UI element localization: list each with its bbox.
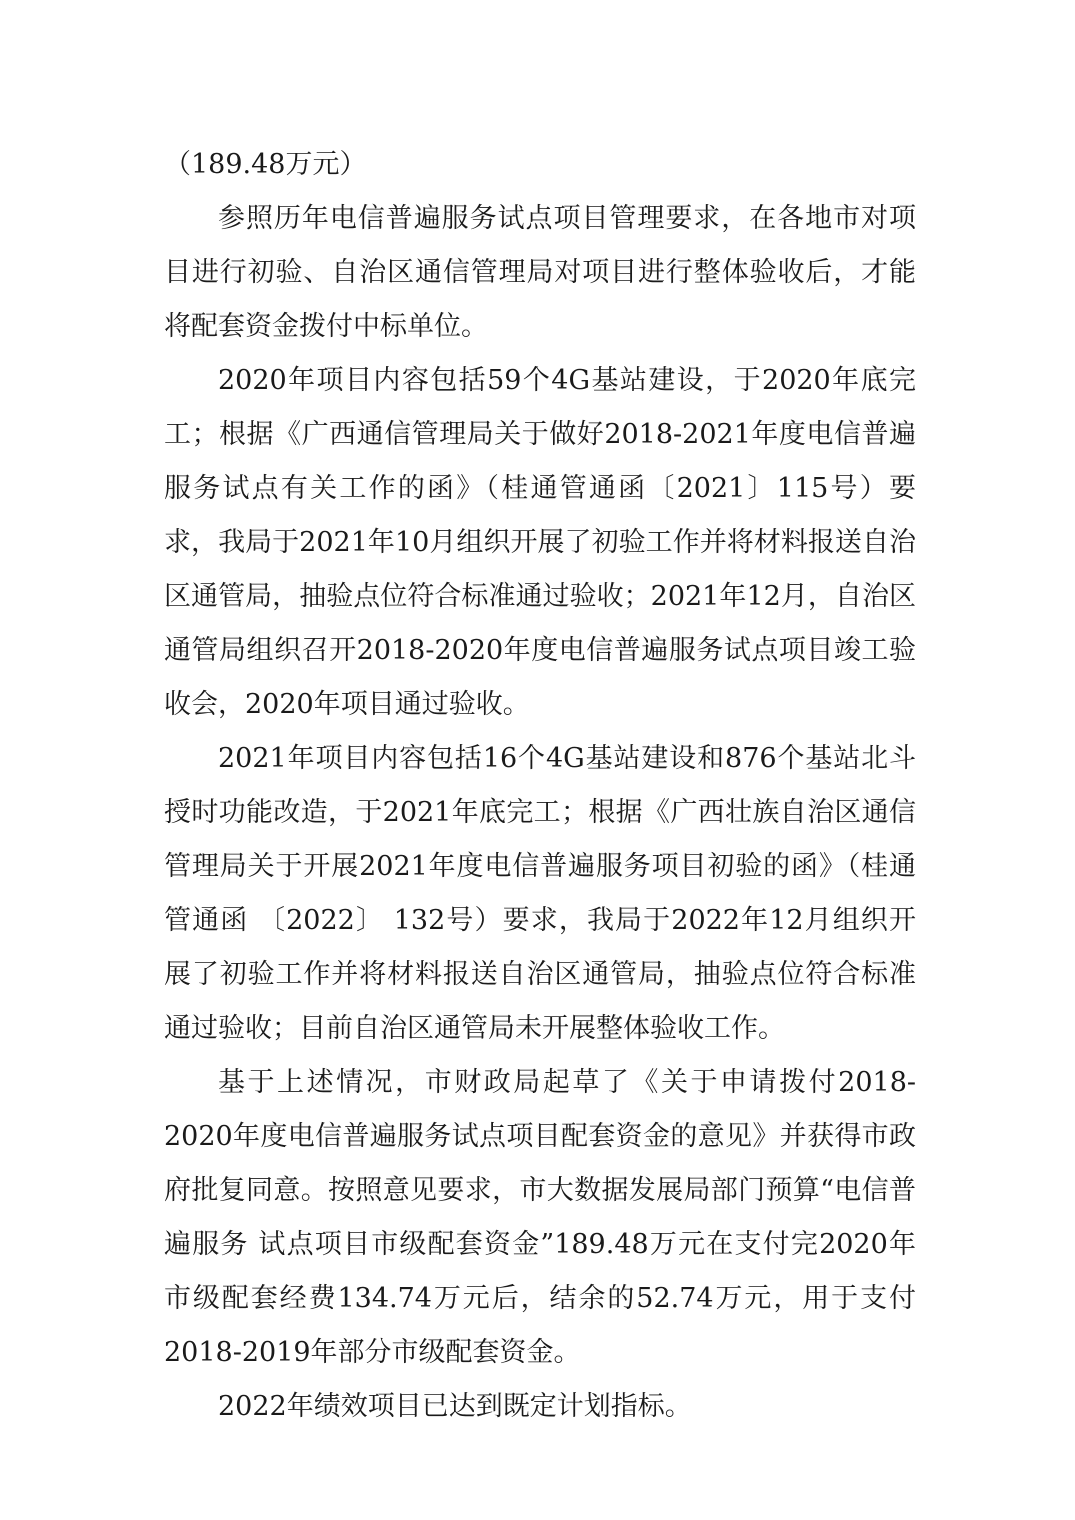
paragraph-2021-project: 2021年项目内容包括16个4G基站建设和876个基站北斗授时功能改造，于2021年底完工；根据《广西壮族自治区通信管理局关于开展2021年度电信普遍服务项目初验的函》（桂通管通函 〔2022〕 132号）要求，我局于2022年12月组织开展了初验工作并将材料报送自治区通管局，抽验点位符合标准通过验收；目前自治区通管局未开展整体验收工作。 [164,743,916,1044]
paragraph-amount-note: （189.48万元） [164,149,367,180]
paragraph-funding-status: 基于上述情况，市财政局起草了《关于申请拨付2018-2020年度电信普遍服务试点项目配套资金的意见》并获得市政府批复同意。按照意见要求，市大数据发展局部门预算“电信普遍服务 试点项目市级配套资金”189.48万元在支付完2020年市级配套经费134.74万元后，结余的52.74万元，用于支付 2018-2019年部分市级配套资金。 [164,1067,916,1368]
document-body [164,138,916,1434]
paragraph-management-requirements: 参照历年电信普遍服务试点项目管理要求，在各地市对项目进行初验、自治区通信管理局对项目进行整体验收后，才能将配套资金拨付中标单位。 [164,203,916,342]
paragraph-2022-performance: 2022年绩效项目已达到既定计划指标。 [218,1391,692,1422]
paragraph-2020-project: 2020年项目内容包括59个4G基站建设，于2020年底完工；根据《广西通信管理局关于做好2018-2021年度电信普遍服务试点有关工作的函》（桂通管通函〔2021〕115号）要求，我局于2021年10月组织开展了初验工作并将材料报送自治区通管局，抽验点位符合标准通过验收；2021年12月，自治区通管局组织召开2018-2020年度电信普遍服务试点项目竣工验收会，2020年项目通过验收。 [164,365,916,720]
